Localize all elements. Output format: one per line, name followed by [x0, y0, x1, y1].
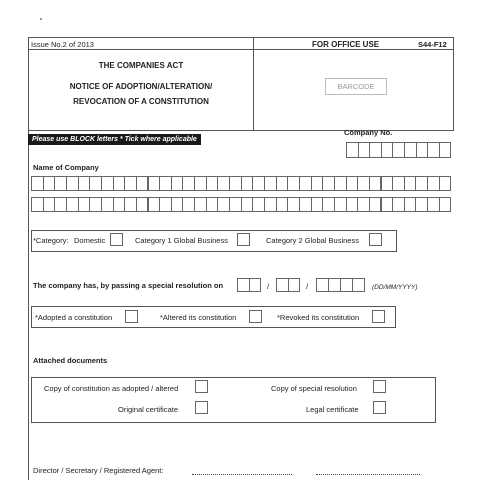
action-adopted-checkbox[interactable] — [125, 310, 138, 323]
attached-resolution-label: Copy of special resolution — [271, 384, 357, 393]
char-cell[interactable] — [288, 278, 301, 292]
office-use-label: FOR OFFICE USE — [312, 40, 380, 49]
barcode-placeholder — [325, 78, 387, 95]
char-cell[interactable] — [352, 278, 365, 292]
attached-legal-label: Legal certificate — [306, 405, 359, 414]
action-revoked-checkbox[interactable] — [372, 310, 385, 323]
company-no-label: Company No. — [344, 128, 393, 137]
attached-original-checkbox[interactable] — [195, 401, 208, 414]
form-code: S44-F12 — [418, 40, 447, 49]
category-domestic-label: Domestic — [74, 236, 106, 245]
act-title: THE COMPANIES ACT — [98, 61, 184, 70]
date-separator-2: / — [306, 282, 309, 291]
issue-number: Issue No.2 of 2013 — [31, 40, 94, 49]
category-1-checkbox[interactable] — [237, 233, 250, 246]
attached-documents-label: Attached documents — [33, 356, 108, 365]
header-divider-horizontal — [28, 49, 453, 50]
char-cell[interactable] — [439, 142, 452, 158]
notice-title-line2: REVOCATION OF A CONSTITUTION — [73, 97, 209, 106]
category-2-label: Category 2 Global Business — [266, 236, 359, 245]
char-cell[interactable] — [249, 278, 262, 292]
category-1-label: Category 1 Global Business — [135, 236, 228, 245]
attached-legal-checkbox[interactable] — [373, 401, 386, 414]
barcode-label: BARCODE — [337, 82, 375, 91]
resolution-label: The company has, by passing a special resolution on — [33, 281, 224, 290]
date-format-hint: (DD/MM/YYYY) — [372, 284, 418, 291]
char-cell[interactable] — [439, 197, 452, 212]
category-2-checkbox[interactable] — [369, 233, 382, 246]
category-label: *Category: — [33, 236, 69, 245]
action-altered-label: *Altered its constitution — [160, 313, 237, 322]
category-domestic-checkbox[interactable] — [110, 233, 123, 246]
date-separator-1: / — [267, 282, 270, 291]
attached-constitution-label: Copy of constitution as adopted / altered — [44, 384, 179, 393]
body-left-rule — [28, 130, 29, 480]
attached-original-label: Original certificate — [118, 405, 179, 414]
signer-name-line[interactable] — [192, 474, 292, 475]
signer-signature-line[interactable] — [316, 474, 420, 475]
instructions-bar: Please use BLOCK letters * Tick where applicable — [28, 134, 201, 145]
notice-title-line1: NOTICE OF ADOPTION/ALTERATION/ — [69, 82, 213, 91]
attached-resolution-checkbox[interactable] — [373, 380, 386, 393]
corner-mark — [40, 18, 42, 20]
signer-label: Director / Secretary / Registered Agent: — [33, 466, 164, 475]
attached-constitution-checkbox[interactable] — [195, 380, 208, 393]
action-adopted-label: *Adopted a constitution — [35, 313, 113, 322]
action-altered-checkbox[interactable] — [249, 310, 262, 323]
company-name-label: Name of Company — [33, 163, 99, 172]
action-revoked-label: *Revoked its constitution — [277, 313, 360, 322]
char-cell[interactable] — [439, 176, 452, 191]
